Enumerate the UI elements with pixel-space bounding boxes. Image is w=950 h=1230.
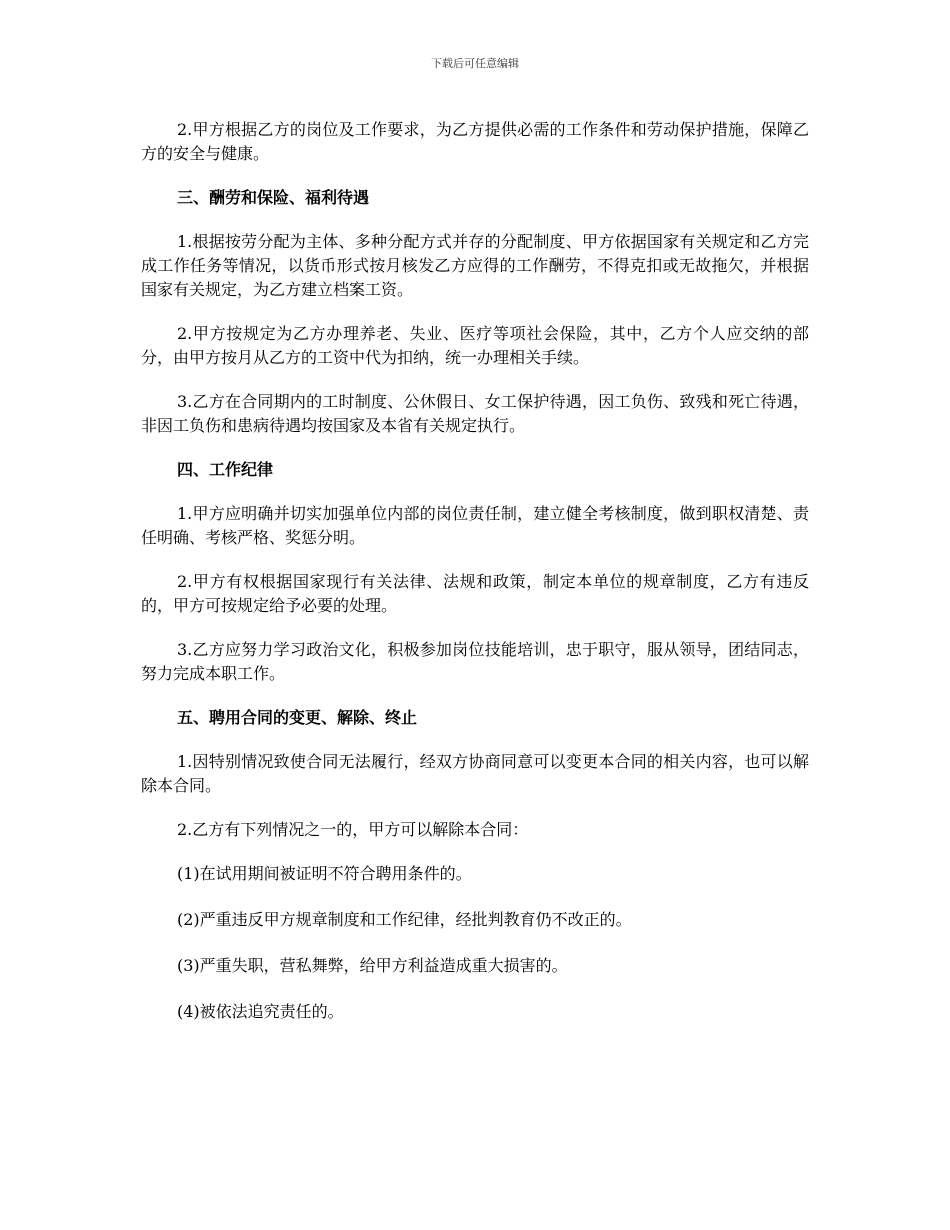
section-heading-3: 三、酬劳和保险、福利待遇 [177, 188, 370, 207]
paragraph-2-work-conditions: 2.甲方根据乙方的岗位及工作要求，为乙方提供必需的工作条件和劳动保护措施，保障乙方的安全与健康。 [141, 120, 809, 163]
paragraph-5-2: 2.乙方有下列情况之一的，甲方可以解除本合同： [177, 820, 529, 839]
document-body [141, 118, 809, 1046]
page-header: 下载后可任意编辑 [431, 57, 519, 70]
paragraph-5-1: 1.因特别情况致使合同无法履行，经双方协商同意可以变更本合同的相关内容，也可以解除本合同。 [141, 752, 809, 795]
paragraph-3-2: 2.甲方按规定为乙方办理养老、失业、医疗等项社会保险，其中，乙方个人应交纳的部分，由甲方按月从乙方的工资中代为扣纳，统一办理相关手续。 [141, 324, 809, 367]
paragraph-3-1: 1.根据按劳分配为主体、多种分配方式并存的分配制度、甲方依据国家有关规定和乙方完成工作任务等情况，以货币形式按月核发乙方应得的工作酬劳，不得克扣或无故拖欠，并根据国家有关规定，为乙方建立档案工资。 [141, 232, 809, 299]
paragraph-4-2: 2.甲方有权根据国家现行有关法律、法规和政策，制定本单位的规章制度，乙方有违反的，甲方可按规定给予必要的处理。 [141, 572, 809, 615]
list-item-4: (4)被依法追究责任的。 [177, 1002, 344, 1021]
paragraph-4-1: 1.甲方应明确并切实加强单位内部的岗位责任制，建立健全考核制度，做到职权清楚、责任明确、考核严格、奖惩分明。 [141, 504, 809, 547]
list-item-1: (1)在试用期间被证明不符合聘用条件的。 [177, 864, 472, 883]
section-heading-5: 五、聘用合同的变更、解除、终止 [177, 708, 418, 727]
list-item-3: (3)严重失职，营私舞弊，给甲方利益造成重大损害的。 [177, 956, 568, 975]
paragraph-4-3: 3.乙方应努力学习政治文化，积极参加岗位技能培训，忠于职守，服从领导，团结同志，努力完成本职工作。 [141, 640, 809, 683]
list-item-2: (2)严重违反甲方规章制度和工作纪律，经批判教育仍不改正的。 [177, 910, 632, 929]
section-heading-4: 四、工作纪律 [177, 460, 274, 479]
paragraph-3-3: 3.乙方在合同期内的工时制度、公休假日、女工保护待遇，因工负伤、致残和死亡待遇，非因工负伤和患病待遇均按国家及本省有关规定执行。 [141, 392, 809, 435]
